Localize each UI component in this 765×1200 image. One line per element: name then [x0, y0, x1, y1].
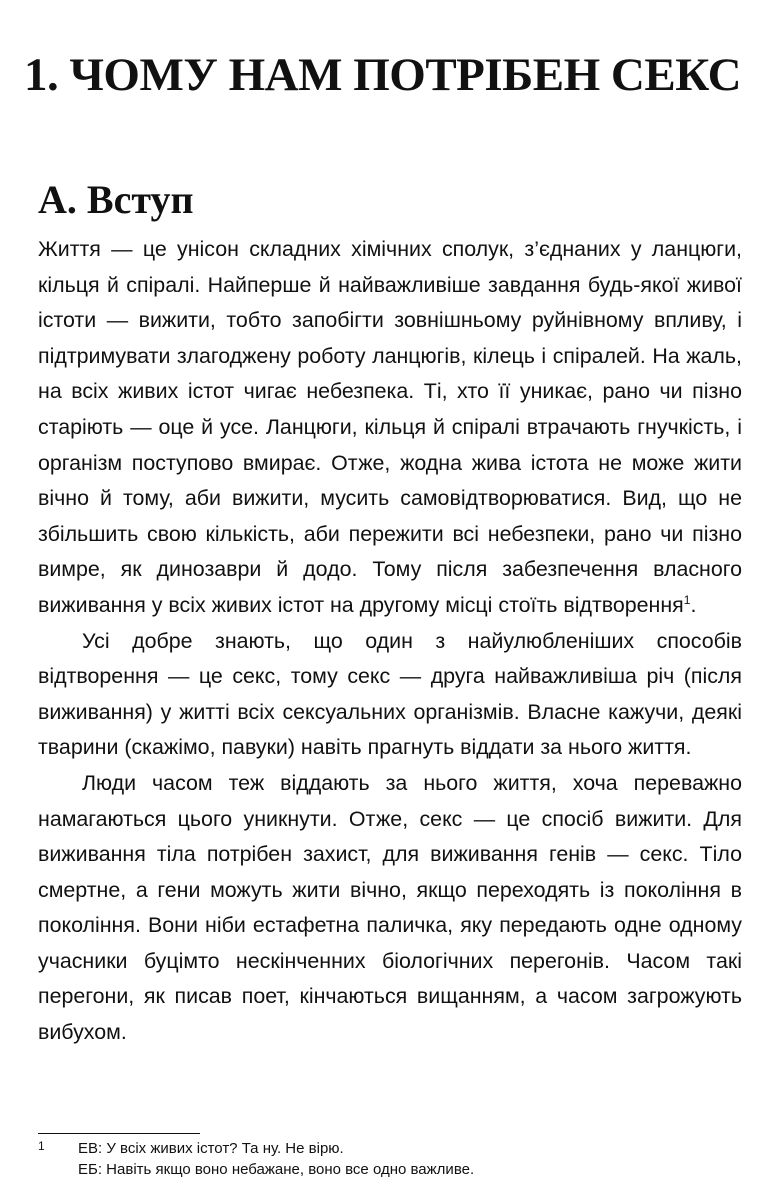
footnote-line-1 — [38, 1138, 742, 1159]
paragraph-1: Життя — це унісон складних хімічних сполук, з’єднаних у ланцюги, кільця й спіралі. Найперше й найважливіше завдання будь-якої живої істоти — вижити, тобто запобігти зовнішньому руйнівному впливу, і підтримувати злагоджену роботу ланцюгів, кілець і спіралей. На жаль, на всіх живих істот чигає небезпека. Ті, хто її уникає, рано чи пізно старіють — оце й усе. Ланцюги, кільця й спіралі втрачають гнучкість, і організм поступово вмирає. Отже, жодна жива істота не може жити вічно й тому, аби вижити, мусить самовідтворюватися. Вид, що не збільшить свою кількість, аби пережити всі небезпеки, рано чи пізно вимре, як динозаври й додо. Тому після забезпечення власного виживання у всіх живих істот на другому місці стоїть відтворення$^1$. — [38, 237, 742, 617]
footnote-divider — [38, 1133, 200, 1134]
footnote-indent — [38, 1159, 78, 1180]
footnote-number: 1 — [38, 1139, 45, 1153]
body-text — [38, 232, 742, 1051]
footnote-reference[interactable]: 1 — [683, 592, 691, 607]
section-title: А. Вступ — [38, 177, 194, 222]
paragraph-1-text: Життя — це унісон складних хімічних сполук, з’єднаних у ланцюги, кільця й спіралі. Найперше й найважливіше завдання будь-якої живої істоти — вижити, тобто запобігти зовнішньому руйнівному впливу, і підтримувати злагоджену роботу ланцюгів, кілець і спіралей. На жаль, на всіх живих істот чигає небезпека. Ті, хто її уникає, рано чи пізно старіють — оце й усе. Ланцюги, кільця й спіралі втрачають гнучкість, і організм поступово вмирає. Отже, жодна жива істота не може жити вічно й тому, аби вижити, мусить самовідтворюватися. Вид, що не збільшить свою кількість, аби пережити всі небезпеки, рано чи пізно вимре, як динозаври й додо. Тому після забезпечення власного виживання у всіх живих істот на другому місці стоїть відтворення — [38, 237, 742, 617]
paragraph-2: Усі добре знають, що один з найулюбленіших способів відтворення — це секс, тому секс — друга найважливіша річ (після виживання) у житті всіх сексуальних організмів. Власне кажучи, деякі тварини (скажімо, павуки) навіть прагнуть віддати за нього життя. — [38, 628, 742, 760]
footnote-text-2: ЕБ: Навіть якщо воно небажане, воно все одно важливе. — [78, 1161, 475, 1178]
chapter-title: 1. ЧОМУ НАМ ПОТРІБЕН СЕКС — [23, 49, 742, 101]
footnote-line-2 — [38, 1159, 742, 1180]
footnotes — [38, 1138, 742, 1180]
footnote-text-1: ЕВ: У всіх живих істот? Та ну. Не вірю. — [78, 1140, 344, 1157]
paragraph-3: Люди часом теж віддають за нього життя, хоча переважно намагаються цього уникнути. Отже, секс — це спосіб вижити. Для виживання тіла потрібен захист, для виживання генів — секс. Тіло смертне, а гени можуть жити вічно, якщо переходять із покоління в покоління. Вони ніби естафетна паличка, яку передають одне одному учасники буцімто нескінченних біологічних перегонів. Часом такі перегони, як писав поет, кінчаються вищанням, а часом загрожують вибухом. — [38, 770, 742, 1045]
